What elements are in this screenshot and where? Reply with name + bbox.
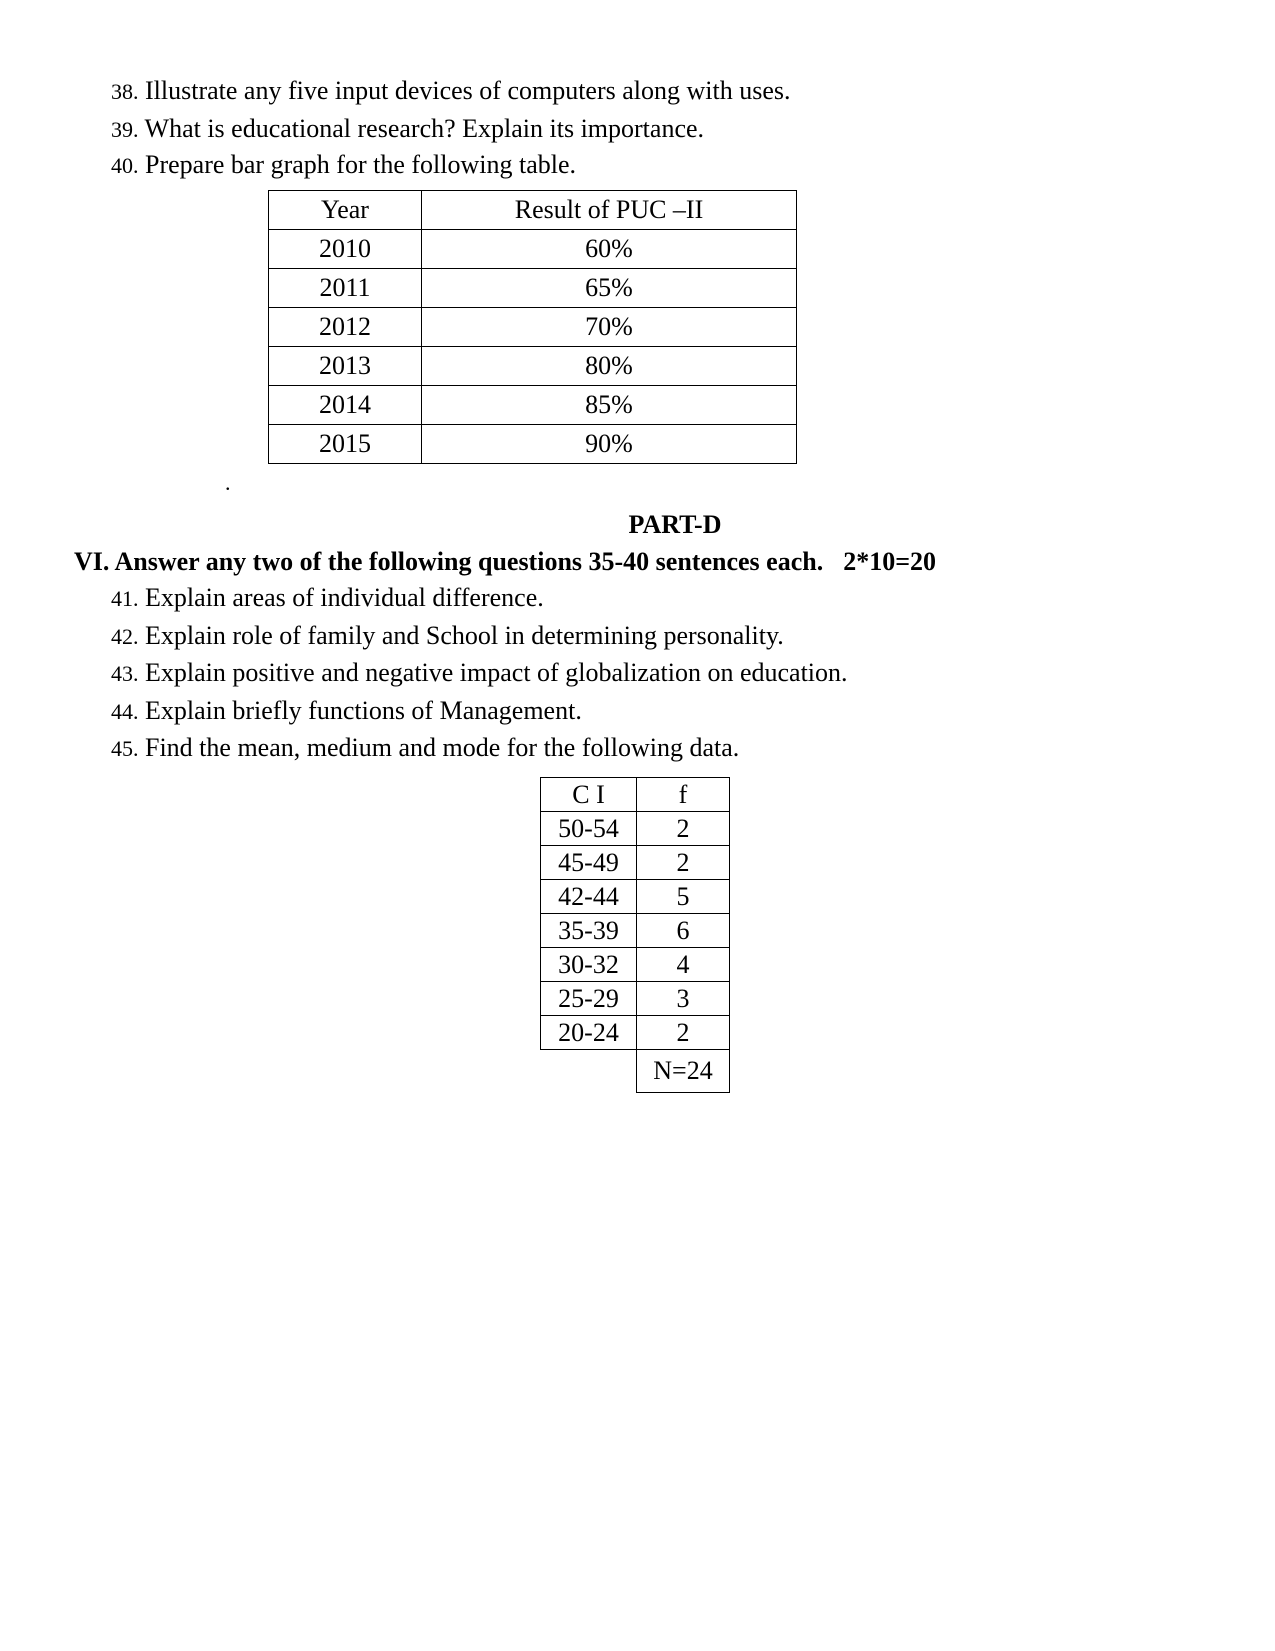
table-row <box>541 948 730 982</box>
question-43 <box>111 658 848 689</box>
result-cell: 90% <box>422 425 797 464</box>
year-cell: 2015 <box>269 425 422 464</box>
ci-cell: 50-54 <box>541 812 637 846</box>
year-cell: 2011 <box>269 269 422 308</box>
f-cell: 2 <box>637 812 730 846</box>
question-number: 41. <box>111 586 139 611</box>
question-text: Prepare bar graph for the following table. <box>145 150 577 179</box>
table-row <box>269 230 797 269</box>
result-cell: 85% <box>422 386 797 425</box>
f-cell: 5 <box>637 880 730 914</box>
table-header-row <box>541 778 730 812</box>
section-label: VI. Answer any two of the following questions 35-40 sentences each. <box>74 547 824 576</box>
question-41 <box>111 583 544 614</box>
year-cell: 2013 <box>269 347 422 386</box>
question-number: 42. <box>111 624 139 649</box>
ci-cell: 25-29 <box>541 982 637 1016</box>
ci-cell: 20-24 <box>541 1016 637 1050</box>
year-cell: 2014 <box>269 386 422 425</box>
table-row <box>541 846 730 880</box>
table-total-row <box>541 1050 730 1093</box>
blank-cell <box>541 1050 637 1093</box>
question-45 <box>111 733 739 764</box>
table-header-row <box>269 191 797 230</box>
table-row <box>269 425 797 464</box>
question-text: Explain positive and negative impact of globalization on education. <box>145 658 848 687</box>
table-row <box>541 1016 730 1050</box>
section-marks: 2*10=20 <box>843 547 937 576</box>
question-42 <box>111 621 784 652</box>
header-f: f <box>637 778 730 812</box>
table-row <box>269 308 797 347</box>
f-cell: 4 <box>637 948 730 982</box>
ci-cell: 30-32 <box>541 948 637 982</box>
question-number: 38. <box>111 79 139 104</box>
ci-cell: 35-39 <box>541 914 637 948</box>
question-40 <box>111 150 576 181</box>
header-ci: C I <box>541 778 637 812</box>
table-row <box>269 269 797 308</box>
ci-cell: 42-44 <box>541 880 637 914</box>
header-result: Result of PUC –II <box>422 191 797 230</box>
f-cell: 2 <box>637 846 730 880</box>
result-cell: 70% <box>422 308 797 347</box>
result-cell: 65% <box>422 269 797 308</box>
result-cell: 80% <box>422 347 797 386</box>
table-row <box>541 982 730 1016</box>
table-row <box>541 880 730 914</box>
result-cell: 60% <box>422 230 797 269</box>
question-39 <box>111 114 704 145</box>
year-cell: 2010 <box>269 230 422 269</box>
question-text: Explain briefly functions of Management. <box>145 696 582 725</box>
table-row <box>541 914 730 948</box>
question-44 <box>111 696 582 727</box>
total-cell: N=24 <box>637 1050 730 1093</box>
question-text: What is educational research? Explain its importance. <box>144 114 705 143</box>
question-number: 45. <box>111 736 139 761</box>
question-number: 39. <box>111 117 139 142</box>
ci-cell: 45-49 <box>541 846 637 880</box>
table-row <box>269 347 797 386</box>
question-number: 43. <box>111 661 139 686</box>
part-title: PART-D <box>628 510 722 539</box>
section-heading <box>74 547 936 577</box>
year-cell: 2012 <box>269 308 422 347</box>
frequency-table <box>540 777 730 1093</box>
puc-results-table <box>268 190 797 464</box>
f-cell: 3 <box>637 982 730 1016</box>
question-number: 40. <box>111 153 139 178</box>
question-text: Explain areas of individual difference. <box>145 583 544 612</box>
f-cell: 2 <box>637 1016 730 1050</box>
table-row <box>269 386 797 425</box>
stray-dot: . <box>225 470 231 495</box>
question-text: Find the mean, medium and mode for the following data. <box>145 733 740 762</box>
question-text: Explain role of family and School in determining personality. <box>145 621 784 650</box>
header-year: Year <box>269 191 422 230</box>
table-row <box>541 812 730 846</box>
f-cell: 6 <box>637 914 730 948</box>
question-number: 44. <box>111 699 139 724</box>
question-text: Illustrate any five input devices of computers along with uses. <box>145 76 791 105</box>
question-38 <box>111 76 791 107</box>
